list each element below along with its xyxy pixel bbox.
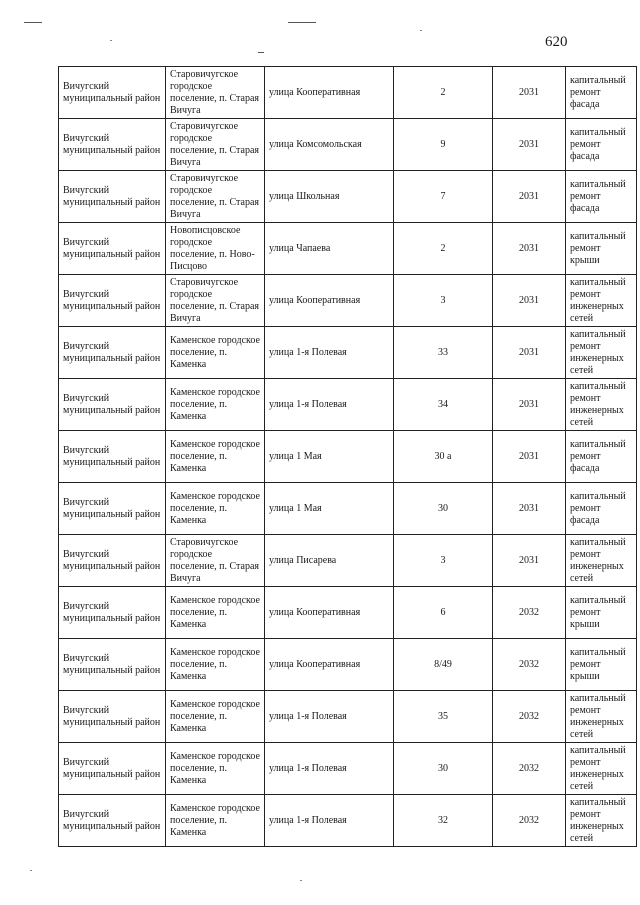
settlement-cell: Старовичугское городское поселение, п. Старая Вичуга: [166, 119, 265, 171]
table-row: [59, 223, 637, 275]
scan-mark: [258, 52, 264, 53]
house-number-cell: 35: [394, 691, 493, 743]
district-cell: Вичугский муниципальный район: [59, 691, 166, 743]
table-row: [59, 587, 637, 639]
house-number-cell: 7: [394, 171, 493, 223]
scan-mark: [24, 22, 42, 23]
settlement-cell: Каменское городское поселение, п. Каменка: [166, 691, 265, 743]
year-cell: 2031: [493, 275, 566, 327]
work-type-cell: капитальный ремонт инженерных сетей: [566, 535, 637, 587]
street-cell: улица Кооперативная: [265, 587, 394, 639]
repair-schedule-table: [58, 66, 637, 847]
district-cell: Вичугский муниципальный район: [59, 275, 166, 327]
house-number-cell: 33: [394, 327, 493, 379]
settlement-cell: Каменское городское поселение, п. Каменка: [166, 795, 265, 847]
district-cell: Вичугский муниципальный район: [59, 587, 166, 639]
table-row: [59, 431, 637, 483]
work-type-cell: капитальный ремонт инженерных сетей: [566, 795, 637, 847]
work-type-cell: капитальный ремонт крыши: [566, 223, 637, 275]
settlement-cell: Каменское городское поселение, п. Каменка: [166, 431, 265, 483]
work-type-cell: капитальный ремонт инженерных сетей: [566, 379, 637, 431]
year-cell: 2032: [493, 587, 566, 639]
street-cell: улица Писарева: [265, 535, 394, 587]
district-cell: Вичугский муниципальный район: [59, 795, 166, 847]
settlement-cell: Старовичугское городское поселение, п. Старая Вичуга: [166, 275, 265, 327]
table-row: [59, 691, 637, 743]
scan-speck: [420, 30, 422, 31]
work-type-cell: капитальный ремонт фасада: [566, 67, 637, 119]
table-row: [59, 327, 637, 379]
house-number-cell: 30: [394, 743, 493, 795]
work-type-cell: капитальный ремонт фасада: [566, 431, 637, 483]
district-cell: Вичугский муниципальный район: [59, 639, 166, 691]
work-type-cell: капитальный ремонт фасада: [566, 171, 637, 223]
year-cell: 2032: [493, 639, 566, 691]
street-cell: улица 1-я Полевая: [265, 327, 394, 379]
house-number-cell: 8/49: [394, 639, 493, 691]
district-cell: Вичугский муниципальный район: [59, 379, 166, 431]
table-row: [59, 639, 637, 691]
year-cell: 2031: [493, 431, 566, 483]
scan-speck: [110, 40, 112, 41]
year-cell: 2031: [493, 119, 566, 171]
house-number-cell: 2: [394, 223, 493, 275]
street-cell: улица Школьная: [265, 171, 394, 223]
work-type-cell: капитальный ремонт инженерных сетей: [566, 743, 637, 795]
settlement-cell: Каменское городское поселение, п. Каменка: [166, 639, 265, 691]
page-number: 620: [545, 34, 568, 50]
table-row: [59, 535, 637, 587]
settlement-cell: Старовичугское городское поселение, п. Старая Вичуга: [166, 535, 265, 587]
settlement-cell: Старовичугское городское поселение, п. Старая Вичуга: [166, 171, 265, 223]
year-cell: 2031: [493, 483, 566, 535]
table-row: [59, 483, 637, 535]
district-cell: Вичугский муниципальный район: [59, 743, 166, 795]
table-row: [59, 67, 637, 119]
street-cell: улица Кооперативная: [265, 275, 394, 327]
district-cell: Вичугский муниципальный район: [59, 483, 166, 535]
street-cell: улица Комсомольская: [265, 119, 394, 171]
district-cell: Вичугский муниципальный район: [59, 119, 166, 171]
work-type-cell: капитальный ремонт инженерных сетей: [566, 327, 637, 379]
street-cell: улица 1 Мая: [265, 431, 394, 483]
street-cell: улица 1-я Полевая: [265, 743, 394, 795]
district-cell: Вичугский муниципальный район: [59, 535, 166, 587]
house-number-cell: 34: [394, 379, 493, 431]
year-cell: 2031: [493, 327, 566, 379]
work-type-cell: капитальный ремонт крыши: [566, 639, 637, 691]
work-type-cell: капитальный ремонт фасада: [566, 483, 637, 535]
year-cell: 2032: [493, 691, 566, 743]
scan-speck: [300, 880, 302, 881]
street-cell: улица 1-я Полевая: [265, 795, 394, 847]
year-cell: 2031: [493, 535, 566, 587]
table-body: [59, 67, 637, 847]
street-cell: улица 1-я Полевая: [265, 691, 394, 743]
street-cell: улица 1-я Полевая: [265, 379, 394, 431]
street-cell: улица Кооперативная: [265, 639, 394, 691]
district-cell: Вичугский муниципальный район: [59, 327, 166, 379]
district-cell: Вичугский муниципальный район: [59, 171, 166, 223]
work-type-cell: капитальный ремонт инженерных сетей: [566, 691, 637, 743]
district-cell: Вичугский муниципальный район: [59, 431, 166, 483]
table-row: [59, 379, 637, 431]
settlement-cell: Каменское городское поселение, п. Каменка: [166, 379, 265, 431]
settlement-cell: Старовичугское городское поселение, п. Старая Вичуга: [166, 67, 265, 119]
house-number-cell: 2: [394, 67, 493, 119]
year-cell: 2031: [493, 67, 566, 119]
street-cell: улица Кооперативная: [265, 67, 394, 119]
work-type-cell: капитальный ремонт крыши: [566, 587, 637, 639]
table-row: [59, 795, 637, 847]
settlement-cell: Каменское городское поселение, п. Каменка: [166, 327, 265, 379]
table-row: [59, 119, 637, 171]
district-cell: Вичугский муниципальный район: [59, 67, 166, 119]
settlement-cell: Каменское городское поселение, п. Каменка: [166, 483, 265, 535]
house-number-cell: 6: [394, 587, 493, 639]
year-cell: 2031: [493, 171, 566, 223]
scan-mark: [288, 22, 316, 23]
table-row: [59, 743, 637, 795]
table-row: [59, 275, 637, 327]
settlement-cell: Новописцовское городское поселение, п. Ново-Писцово: [166, 223, 265, 275]
house-number-cell: 32: [394, 795, 493, 847]
year-cell: 2032: [493, 743, 566, 795]
settlement-cell: Каменское городское поселение, п. Каменка: [166, 587, 265, 639]
district-cell: Вичугский муниципальный район: [59, 223, 166, 275]
settlement-cell: Каменское городское поселение, п. Каменка: [166, 743, 265, 795]
table-row: [59, 171, 637, 223]
work-type-cell: капитальный ремонт фасада: [566, 119, 637, 171]
work-type-cell: капитальный ремонт инженерных сетей: [566, 275, 637, 327]
house-number-cell: 3: [394, 535, 493, 587]
street-cell: улица Чапаева: [265, 223, 394, 275]
house-number-cell: 30: [394, 483, 493, 535]
year-cell: 2031: [493, 379, 566, 431]
house-number-cell: 9: [394, 119, 493, 171]
year-cell: 2031: [493, 223, 566, 275]
house-number-cell: 3: [394, 275, 493, 327]
scan-speck: [30, 870, 32, 871]
street-cell: улица 1 Мая: [265, 483, 394, 535]
year-cell: 2032: [493, 795, 566, 847]
house-number-cell: 30 а: [394, 431, 493, 483]
